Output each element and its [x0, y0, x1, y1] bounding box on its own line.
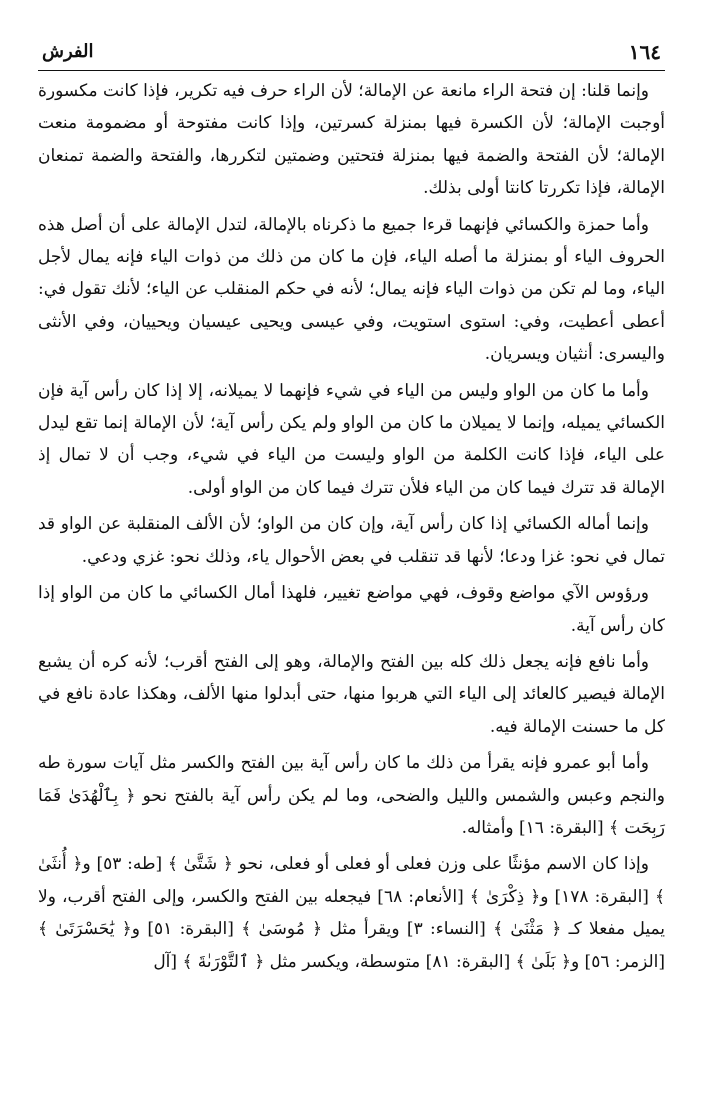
- paragraph-kisai-verse-end: وإنما أماله الكسائي إذا كان رأس آية، وإن كان من الواو؛ لأن الألف المنقلبة عن الواو قد تمال في نحو: غزا ودعا؛ لأنها قد تنقلب في بعض الأحوال ياء، وذلك نحو: غزي ودعي.: [38, 514, 665, 567]
- section-title: الفرش: [42, 41, 94, 62]
- paragraph-feminine-nouns: وإذا كان الاسم مؤنثًا على وزن فعلى أو فعلى أو فعلى، نحو ﴿ شَتَّىٰ ﴾ [طه: ٥٣] و﴿ أُنثَىٰ ﴾ [البقرة: ١٧٨] و﴿ ذِكْرَىٰ ﴾ [الأنعام: ٦٨] فيجعله بين الفتح والكسر، وإلى الفتح أقرب، ولا يميل مفعلا كـ ﴿ مَثْنَىٰ ﴾ [النساء: ٣] ويقرأ مثل ﴿ مُوسَىٰ ﴾ [البقرة: ٥١] و﴿ يَٰحَسْرَتَىٰ ﴾ [الزمر: ٥٦] و﴿ بَلَىٰ ﴾ [البقرة: ٨١] متوسطة، ويكسر مثل ﴿ ٱلتَّوْرَىٰةَ ﴾ [آل: [38, 854, 666, 972]
- paragraph-hamza-kisai: وأما حمزة والكسائي فإنهما قرءا جميع ما ذكرناه بالإمالة، لتدل الإمالة على أن أصل هذه الحروف الياء أو بمنزلة ما أصله الياء، فإن ما كان من ذلك من ذوات الياء فإنه يمال لأجل الياء، وما لم تكن من ذوات الياء فإنه يمال؛ لأنه في حكم المنقلب عن الياء؛ لأنك تقول في: أعطى أعطيت، وفي: استوى استويت، وفي عيسى ويحيى عيسيان ويحييان، وفي الأنثى واليسرى: أنثيان ويسريان.: [38, 214, 665, 365]
- page-header: [38, 38, 665, 71]
- paragraph-imala-ra: وإنما قلنا: إن فتحة الراء مانعة عن الإمالة؛ لأن الراء حرف فيه تكرير، فإذا كانت مكسورة أوجبت الإمالة؛ لأن الكسرة فيها بمنزلة كسرتين، وإذا كانت مفتوحة أو مضمومة منعت الإمالة؛ لأن الفتحة والضمة فيها بمنزلة فتحتين وضمتين لتكررها، والفتحة والضمة تمنعان الإمالة، فإذا تكررتا كانتا أولى بذلك.: [38, 81, 665, 199]
- page-number: ١٦٤: [628, 40, 661, 64]
- paragraph-abu-amr: وأما أبو عمرو فإنه يقرأ من ذلك ما كان رأس آية بين الفتح والكسر مثل آيات سورة طه والنجم وعبس والشمس والليل والضحى، وما لم يكن رأس آية بالفتح نحو ﴿ بِٱلْهُدَىٰ فَمَا رَبِحَت ﴾ [البقرة: ١٦] وأمثاله.: [38, 753, 665, 838]
- paragraph-nafi: وأما نافع فإنه يجعل ذلك كله بين الفتح والإمالة، وهو إلى الفتح أقرب؛ لأنه كره أن يشبع الإمالة فيصير كالعائد إلى الياء التي هربوا منها، حتى أبدلوا منها الألف، وهكذا عادة نافع في كل ما حسنت الإمالة فيه.: [38, 651, 665, 737]
- paragraph-verse-endings: ورؤوس الآي مواضع وقوف، فهي مواضع تغيير، فلهذا أمال الكسائي ما كان من الواو إذا كان رأس آية.: [38, 583, 665, 636]
- paragraph-waw-origin: وأما ما كان من الواو وليس من الياء في شيء فإنهما لا يميلانه، إلا إذا كان رأس آية فإن الكسائي يميله، وإنما لا يميلان ما كان من الواو ولم يكن رأس آية؛ لأن الإمالة إنما تقع ليدل على الياء، فإذا كانت الكلمة من الواو وليست من الياء في شيء، وجب أن لا تمال إذ الإمالة قد تترك فيما كان من الياء فلأن تترك فيما كان من الواو أولى.: [38, 380, 665, 498]
- page-body: [38, 75, 665, 978]
